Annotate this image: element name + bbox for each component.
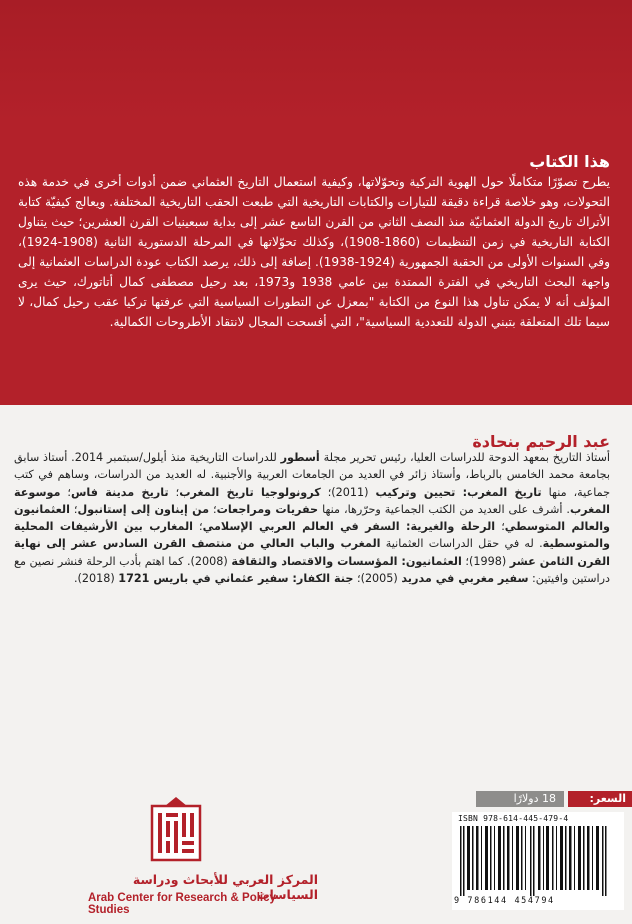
- barcode-digits: 9 786144 454794: [454, 896, 555, 906]
- top-color-band: [0, 0, 632, 405]
- price-row: [362, 791, 632, 807]
- isbn-barcode: [452, 812, 624, 910]
- publisher-name-arabic: المركز العربي للأبحاث ودراسة السياسات: [132, 872, 318, 902]
- publisher-name-english: Arab Center for Research & Policy Studies: [88, 892, 276, 916]
- isbn-text: ISBN 978-614-445-479-4: [458, 814, 569, 823]
- price-label: السعر:: [568, 791, 632, 807]
- about-title: هذا الكتاب: [529, 152, 610, 171]
- about-body: يطرح تصوّرًا متكاملًا حول الهوية التركية وتحوّلاتها، وكيفية استعمال التاريخ العثماني ضمن أدوات أخرى في خدمة هذه التحولات، وهو خلاصة قراءة دقيقة للتيارات والكتابات التاريخية التي طبعت الحقب التاريخية المختلفة. ويعالج كيفيّة كتابة الأتراك تاريخ الدولة العثمانيّة منذ النصف الثاني من القرن التاسع عشر إلى بداية سبعينيات القرن العشرين؛ حيث يتناول الكتابة التاريخية في زمن التنظيمات (1860-1908)، وكذلك تحوّلاتها في المرحلة الدستورية الثانية (1908-1924)، وفي السنوات الأولى من الحقبة الجمهورية (1924-1938). إضافة إلى ذلك، يرصد الكتاب عودة الدراسات العثمانية إلى واجهة البحث التاريخي في الفترة الممتدة بين عامي 1938 و1973، بعد رحيل مصطفى كمال أتاتورك، حيث يرى المؤلف أنه لا يمكن تناول هذا النوع من الكتابة "بمعزل عن التطورات السياسية التي عرفتها تركيا عقب رحيل كمال، لا سيما تلك المتعلقة بتبني الدولة للتعددية السياسية"، التي أفسحت المجال لانتقاد الأطروحات الكمالية.: [18, 175, 610, 329]
- author-bio: أستاذ التاريخ بمعهد الدوحة للدراسات العليا، رئيس تحرير مجلة أسطور للدراسات التاريخية منذ أيلول/سبتمبر 2014. أستاذ سابق بجامعة محمد الخامس بالرباط، وأستاذ زائر في العديد من الجامعات العربية والأجنبية. له العديد من الدراسات، وساهم في كتب جماعية، منها تاريخ المغرب: تحيين وتركيب (2011)؛ كرونولوجيا تاريخ المغرب؛ تاريخ مدينة فاس؛ موسوعة المغرب. أشرف على العديد من الكتب الجماعية وحرّرها، منها حفريات ومراجعات؛ من إيناون إلى إستانبول؛ العثمانيون والعالم المتوسطي؛ الرحلة والغيرية: السفر في العالم العربي الإسلامي؛ المغارب بين الأرشيفات المحلية والمتوسطية. له في حقل الدراسات العثمانية المغرب والباب العالي من منتصف القرن السادس عشر إلى نهاية القرن الثامن عشر (1998)؛ العثمانيون: المؤسسات والاقتصاد والثقافة (2008). كما اهتم بأدب الرحلة فنشر نصين مع دراستين وافيتين: سفير مغربي في مدريد (2005)؛ جنة الكفار: سفير عثماني في باريس 1721 (2018).: [14, 451, 611, 586]
- price-value: 18 دولارًا: [476, 791, 564, 807]
- band-shade: [0, 0, 632, 120]
- barcode-bars: [458, 826, 618, 896]
- publisher-logo-icon: [150, 796, 202, 862]
- author-name: عبد الرحيم بنحادة: [472, 432, 610, 451]
